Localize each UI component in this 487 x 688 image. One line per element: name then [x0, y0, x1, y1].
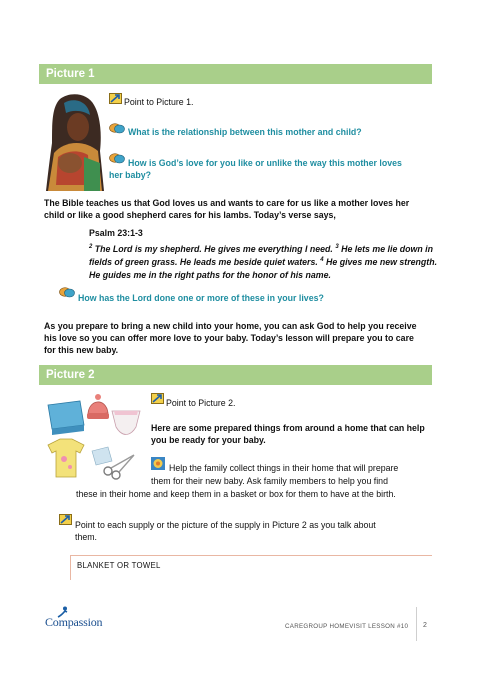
footer-lesson-title: CAREGROUP HOMEVISIT LESSON #10 [285, 623, 409, 630]
paragraph-prepare-line1: As you prepare to bring a new child into your home, you can ask God to help you receive [44, 321, 417, 331]
section-banner-picture-1 [39, 64, 432, 84]
verse-line3: He guides me in the right paths for the honor of his name. [89, 270, 331, 280]
point-instruction-2: Point to Picture 2. [166, 398, 236, 408]
footer-divider [416, 607, 417, 641]
help-family-line2: them for their new baby. Ask family members to help you find [151, 476, 388, 486]
paragraph-bible-line1: The Bible teaches us that God loves us and wants to care for us like a mother loves her [44, 198, 410, 208]
verse-reference: Psalm 23:1-3 [89, 228, 143, 238]
verse-text: He lets me lie down in [338, 244, 433, 254]
verse-text: fields of green grass. He leads me beside quiet waters. [89, 257, 321, 267]
verse-text: The Lord is my shepherd. He gives me everything I need. [92, 244, 336, 254]
question-lord-lives: How has the Lord done one or more of these in your lives? [78, 293, 324, 303]
verse-line2 [89, 256, 437, 268]
verse-line1 [89, 243, 433, 255]
item-left-rule [70, 556, 71, 580]
verse-number: 4 [320, 257, 324, 264]
speech-bubbles-icon [109, 153, 125, 164]
mother-child-illustration [44, 93, 106, 191]
pointing-hand-icon [59, 514, 72, 525]
point-instruction-1: Point to Picture 1. [124, 97, 194, 107]
verse-text: He gives me new strength. [323, 257, 438, 267]
paragraph-prepare-line3: for this new baby. [44, 345, 119, 355]
point-supply-line2: them. [75, 532, 98, 542]
banner-title: Picture 2 [46, 369, 95, 381]
speech-bubbles-icon [109, 123, 125, 134]
question-relationship: What is the relationship between this mother and child? [128, 127, 362, 137]
question-gods-love-line2: her baby? [109, 170, 152, 180]
baby-supplies-illustration [44, 391, 144, 483]
gear-flower-icon [151, 457, 165, 470]
prepared-things-line1: Here are some prepared things from around a home that can help [151, 423, 425, 433]
footer-page-number: 2 [423, 622, 428, 629]
help-family-line3: these in their home and keep them in a basket or box for them to have at the birth. [76, 489, 396, 499]
compassion-logo: Compassion [45, 615, 103, 629]
prepared-things-line2: you be ready for your baby. [151, 435, 266, 445]
verse-number: 2 [89, 244, 93, 251]
banner-title: Picture 1 [46, 68, 95, 80]
section-banner-picture-2 [39, 365, 432, 385]
paragraph-bible-line2: child or like a good shepherd cares for his lambs. Today’s verse says, [44, 210, 336, 220]
question-gods-love-line1: How is God’s love for you like or unlike the way this mother loves [128, 158, 402, 168]
item-divider [70, 555, 432, 556]
pointing-hand-icon [109, 93, 122, 104]
speech-bubbles-icon [59, 287, 75, 298]
item-label-blanket: BLANKET OR TOWEL [77, 561, 161, 570]
paragraph-prepare-line2: his love so you can offer more love to your baby. Today’s lesson will prepare you to care [44, 333, 414, 343]
help-family-line1: Help the family collect things in their home that will prepare [169, 463, 399, 473]
verse-number: 3 [335, 244, 339, 251]
pointing-hand-icon [151, 393, 164, 404]
point-supply-line1: Point to each supply or the picture of the supply in Picture 2 as you talk about [75, 520, 376, 530]
